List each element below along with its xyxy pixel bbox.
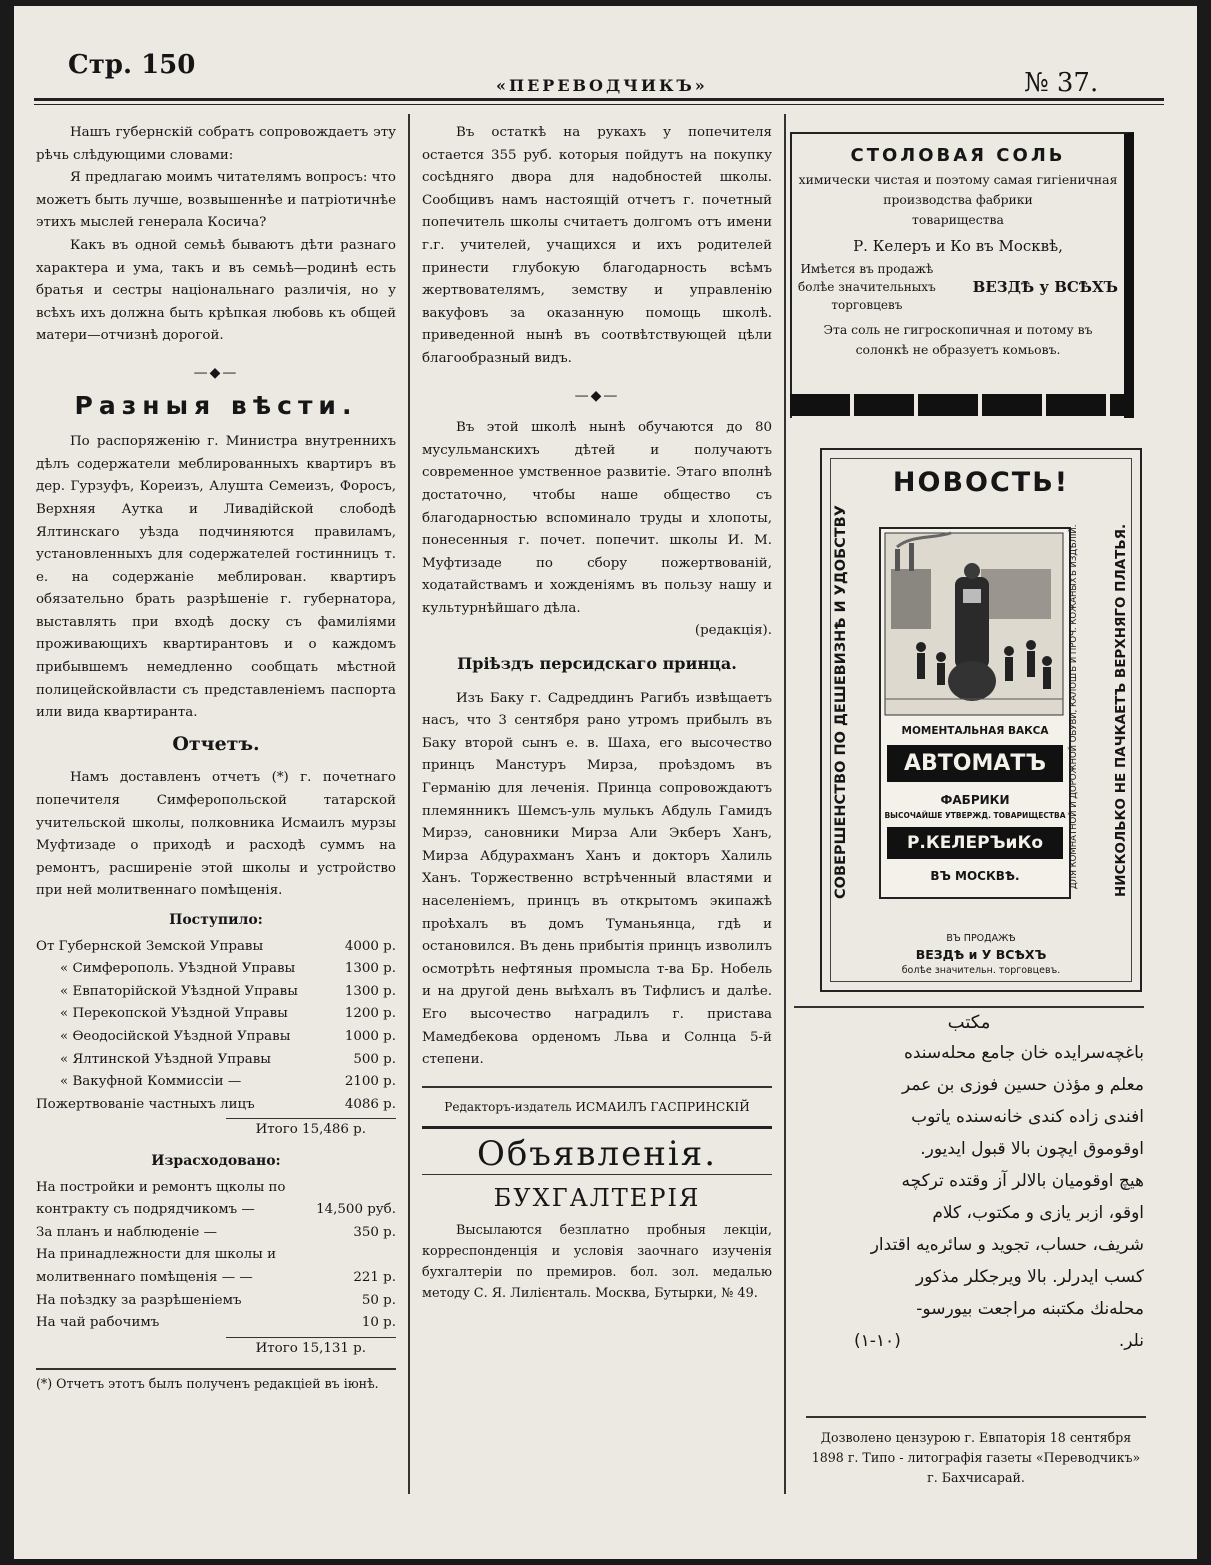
salt-title: СТОЛОВАЯ СОЛЬ [850, 145, 1066, 166]
ornament-divider: —◆— [574, 387, 620, 404]
salt-ad-bottom-border [790, 394, 1134, 416]
income-row [36, 958, 396, 981]
ads-heading: Объявленія. [422, 1143, 772, 1175]
income-label: « Ѳеодосійской Уѣздной Управы [60, 1028, 291, 1044]
expense-label: На поѣздку за разрѣшеніемъ [36, 1292, 242, 1308]
salt-sold [798, 260, 1118, 314]
income-amount: 1300 р. [344, 983, 396, 999]
arabic-last-line: نلر. [1118, 1331, 1144, 1351]
intro-paragraph-3: Какъ въ одной семьѣ бываютъ дѣти разнаго характера и ума, такъ и въ семьѣ—родинѣ есть братья и сестры національнаго различія, но у всѣхъ ихъ должна быть крѣпкая любовь къ общей матери—отчизнѣ дорогой. [36, 237, 396, 344]
income-label: От Губернской Земской Управы [36, 938, 264, 954]
arabic-ad-number: (١٠-١) [854, 1331, 901, 1351]
expense-label: На постройки и ремонтъ щколы по контракту съ подрядчикомъ — [36, 1179, 286, 1218]
newspaper-page [14, 6, 1197, 1559]
expense-total: Итого 15,131 р. [226, 1337, 396, 1361]
income-row [36, 936, 396, 959]
salt-maker: Р. Келеръ и Ко въ Москвѣ, [853, 237, 1063, 255]
avtomat-sold-2: ВЕЗДѢ и У ВСѢХЪ [915, 947, 1047, 962]
income-list [36, 936, 396, 1117]
expense-row [36, 1244, 396, 1289]
accounting-paragraph: Высылаются безплатно пробныя лекціи, корреспонденція и условія заочнаго изученія бухгалтеріи по премиров. бол. зол. медалью методу С. Я. Лилієнталь. Москва, Бутырки, № 49. [422, 1222, 772, 1301]
expense-heading: Израсходовано: [151, 1152, 281, 1169]
expense-row [36, 1312, 396, 1335]
income-amount: 500 р. [353, 1051, 396, 1067]
salt-company-label: товарищества [912, 212, 1004, 227]
censor-note: Дозволено цензурою г. Евпаторія 18 сентября 1898 г. Типо - литографія газеты «Переводчикъ» г. Бахчисарай. [806, 1416, 1146, 1488]
arabic-line: شريف، حساب، تجويد و سائره‌يه اقتدار [870, 1235, 1144, 1255]
expense-list [36, 1177, 396, 1335]
column-2 [422, 122, 772, 1304]
income-amount: 1200 р. [344, 1006, 396, 1022]
issue-number: № 37. [1024, 68, 1099, 98]
avtomat-factory: ФАБРИКИ [940, 793, 1010, 807]
income-row [36, 1049, 396, 1072]
expense-row [36, 1290, 396, 1313]
expense-label: За планъ и наблюденіе — [36, 1224, 217, 1240]
salt-sold-line: Имѣется въ продажѣ [800, 262, 934, 276]
avtomat-left-slogan: СОВЕРШЕНСТВО ПО ДЕШЕВИЗНѢ И УДОБСТВУ [833, 505, 849, 899]
expense-row [36, 1177, 396, 1222]
header-rule [34, 98, 1164, 101]
expense-label: На чай рабочимъ [36, 1315, 160, 1331]
school-paragraph-sign: (редакція). [694, 623, 772, 639]
report-heading: Отчетъ. [172, 732, 260, 755]
income-row [36, 1094, 396, 1117]
salt-sold-left [798, 260, 936, 314]
income-row [36, 1026, 396, 1049]
avtomat-headline: НОВОСТЬ! [892, 467, 1070, 498]
arabic-body [794, 1037, 1144, 1357]
factory-illustration [881, 529, 1067, 719]
school-paragraph-1: Въ остаткѣ на рукахъ у попечителя остается 355 руб. которыя пойдутъ на покупку сосѣдняго двора для надобностей школы. Сообщивъ намъ настоящій отчетъ г. почетный попечитель школы считаетъ долгомъ отъ имени г.г. учителей, учащихся и ихъ родителей принести глубокую благодарность всѣмъ жертвователямъ, земству и управленію вакуфовъ за оказанную помощь школѣ. приведенной нынѣ въ соотвѣтствующей цѣли благообразный видъ. [422, 125, 772, 366]
income-label: « Перекопской Уѣздной Управы [60, 1006, 288, 1022]
salt-description: химически чистая и поэтому самая гигіеничная производства фабрики [798, 172, 1118, 207]
income-label: « Вакуфной Коммиссіи — [60, 1074, 242, 1090]
income-amount: 1300 р. [344, 961, 396, 977]
ornament-divider: —◆— [193, 364, 239, 381]
arabic-line: اوقوموق ايچون بالا قبول ايديور. [920, 1139, 1144, 1159]
avtomat-city: ВЪ МОСКВѢ. [930, 869, 1020, 883]
expense-amount: 50 р. [361, 1292, 396, 1308]
arabic-title: مكتب [947, 1012, 991, 1033]
income-total: Итого 15,486 р. [226, 1118, 396, 1142]
salt-note: Эта соль не гигроскопичная и потому въ солонкѣ не образуетъ комьовъ. [823, 322, 1093, 357]
arabic-line [794, 1325, 1144, 1357]
column-1 [36, 122, 396, 1394]
intro-paragraph-2: Я предлагаю моимъ читателямъ вопросъ: что можетъ быть лучше, возвышеннѣе и патріотичнѣе этихъ мыслей генерала Косича? [36, 170, 396, 231]
arabic-advertisement [794, 1006, 1144, 1357]
school-paragraph-2: Въ этой школѣ нынѣ обучаются до 80 мусульманскихъ дѣтей и получаютъ современное умственное развитіе. Этаго вполнѣ достаточно, чтобы наше общество съ благодарностью вспоминало труды и хлопоты, понесенныя г. почет. попечит. школы И. М. Муфтизаде по сбору пожертвованій, ходатайствамъ и хожденіямъ въ пользу нашу и культурнѣйшаго дѣла. [422, 420, 772, 616]
arabic-line: اوقو، ازبر يازى و مكتوب، كلام [932, 1203, 1144, 1223]
page-number: Стр. 150 [68, 50, 196, 80]
avtomat-sold-3: болѣе значительн. торговцевъ. [901, 965, 1061, 976]
column-divider-2 [784, 114, 786, 1494]
avtomat-box-side: ДЛЯ КОМНАТНОЙ И ДОРОЖНОЙ ОБУВИ, КАЛОШЪ И ПРОЧ. КОЖАНЫХЪ ИЗДѢЛІЙ. [1069, 524, 1079, 889]
income-row [36, 981, 396, 1004]
prince-paragraph: Изъ Баку г. Садреддинъ Рагибъ извѣщаетъ насъ, что 3 сентября рано утромъ прибылъ въ Баку второй сынъ е. в. Шаха, его высочество принцъ Манстуръ Мирза, проѣздомъ въ Германію для леченія. Принца сопровождаютъ племянникъ Шемсъ-уль мулькъ Абдуль Гамидъ Мирзэ, сановники Мирза Али Экберъ Ханъ, Мирза Абдурахманъ Ханъ и докторъ Халиль Ханъ. Торжественно встрѣченный властями и населеніемъ, принцъ въ открытомъ экипажѣ проѣхалъ въ домъ Туманьянца, гдѣ и остановился. Въ день прибытія принцъ изволилъ осмотрѣть нефтяныя промысла т-ва Бр. Нобель и на другой день выѣхалъ въ Тифлисъ и далѣе. Его высочество наградилъ г. пристава Мамедбекова орденомъ Льва и Солнца 5-й степени. [422, 690, 772, 1068]
avtomat-maker: Р.КЕЛЕРЪиКо [887, 827, 1063, 859]
arabic-line: محله‌نك مكتبنه مراجعت بيورسو- [916, 1299, 1144, 1319]
avtomat-factory-sub: ВЫСОЧАЙШЕ УТВЕРЖД. ТОВАРИЩЕСТВА [884, 811, 1066, 820]
arabic-line: باغچه‌سرايده خان جامع محله‌سنده [903, 1043, 1144, 1063]
income-label: « Евпаторійской Уѣздной Управы [60, 983, 298, 999]
income-amount: 4000 р. [344, 938, 396, 954]
accounting-heading: БУХГАЛТЕРІЯ [493, 1183, 701, 1212]
expense-amount: 221 р. [353, 1269, 396, 1285]
income-row [36, 1071, 396, 1094]
salt-everywhere: ВЕЗДѢ у ВСѢХЪ [972, 278, 1118, 296]
salt-sold-line: торговцевъ [831, 298, 903, 312]
expense-amount: 14,500 руб. [316, 1202, 396, 1218]
avtomat-advertisement [820, 448, 1142, 992]
arabic-line: افندى زاده كندى خانه‌سنده ياتوب [911, 1107, 1144, 1127]
column-divider-1 [408, 114, 410, 1494]
polish-box-label: МОМЕНТАЛЬНАЯ ВАКСА [901, 725, 1049, 737]
expense-row [36, 1222, 396, 1245]
income-label: « Симферополь. Уѣздной Управы [60, 961, 296, 977]
income-label: Пожертвованіе частныхъ лицъ [36, 1096, 255, 1112]
arabic-line: هيچ اوقوميان بالالر آز وقتده تركچه [901, 1171, 1144, 1191]
income-label: « Ялтинской Уѣздной Управы [60, 1051, 271, 1067]
income-heading: Поступило: [169, 912, 263, 928]
arabic-line: معلم و مؤذن حسين فوزى بن عمر [901, 1075, 1144, 1095]
footnote: (*) Отчетъ этотъ былъ полученъ редакціей въ іюнѣ. [36, 1368, 396, 1394]
editor-line: Редакторъ-издатель ИСМАИЛЪ ГАСПРИНСКІЙ [422, 1086, 772, 1130]
income-amount: 4086 р. [344, 1096, 396, 1112]
income-amount: 2100 р. [344, 1074, 396, 1090]
expense-amount: 350 р. [353, 1224, 396, 1240]
newspaper-title: «ПЕРЕВОДЧИКЪ» [496, 76, 708, 95]
news-heading: Разныя вѣсти. [74, 390, 358, 420]
avtomat-brand: АВТОМАТЪ [887, 745, 1063, 782]
avtomat-sold-1: ВЪ ПРОДАЖѢ [946, 933, 1016, 944]
report-paragraph: Намъ доставленъ отчетъ (*) г. почетнаго попечителя Симферопольской татарской учительской школы, полковника Исмаилъ мурзы Муфтизаде о приходѣ и расходѣ суммъ на ремонтъ, расширеніе этой школы и устройство при ней молитвеннаго помѣщенія. [36, 770, 396, 899]
income-row [36, 1003, 396, 1026]
header-rule-thin [34, 104, 1164, 105]
salt-advertisement [790, 132, 1134, 418]
expense-label: На принадлежности для школы и молитвеннаго помѣщенія — — [36, 1247, 276, 1285]
avtomat-frame [830, 458, 1132, 982]
income-amount: 1000 р. [344, 1028, 396, 1044]
news-paragraph: По распоряженію г. Министра внутреннихъ дѣлъ содержатели меблированныхъ квартиръ въ дер. Гурзуфъ, Кореизъ, Алушта Семеизъ, Форосъ, Верхняя Аутка и Ливадійской слободѣ Ялтинскаго уѣзда подчиняются правиламъ, установленныхъ для содержателей гостинницъ т. е. на содержаніе меблирован. квартиръ обязательно брать разрѣшеніе г. губернатора, выставлять при входѣ доску съ фамиліями проживающихъ квартирантовъ и о каждомъ прибывшемъ немедленно сообщать мѣстной полицейскойвласти съ представленіемъ паспорта или вида квартиранта. [36, 434, 396, 721]
prince-heading: Пріѣздъ персидскаго принца. [457, 654, 737, 674]
salt-sold-line: болѣе значительныхъ [798, 280, 936, 294]
expense-amount: 10 р. [361, 1315, 396, 1331]
intro-paragraph-1: Нашъ губернскій собратъ сопровождаетъ эту рѣчь слѣдующими словами: [36, 125, 396, 163]
polish-box [879, 527, 1071, 899]
arabic-line: كسب ايدرلر. بالا ويرجكلر مذكور [915, 1267, 1144, 1287]
avtomat-right-slogan: НИСКОЛЬКО НЕ ПАЧКАЕТЪ ВЕРХНЯГО ПЛАТЬЯ. [1113, 523, 1129, 897]
